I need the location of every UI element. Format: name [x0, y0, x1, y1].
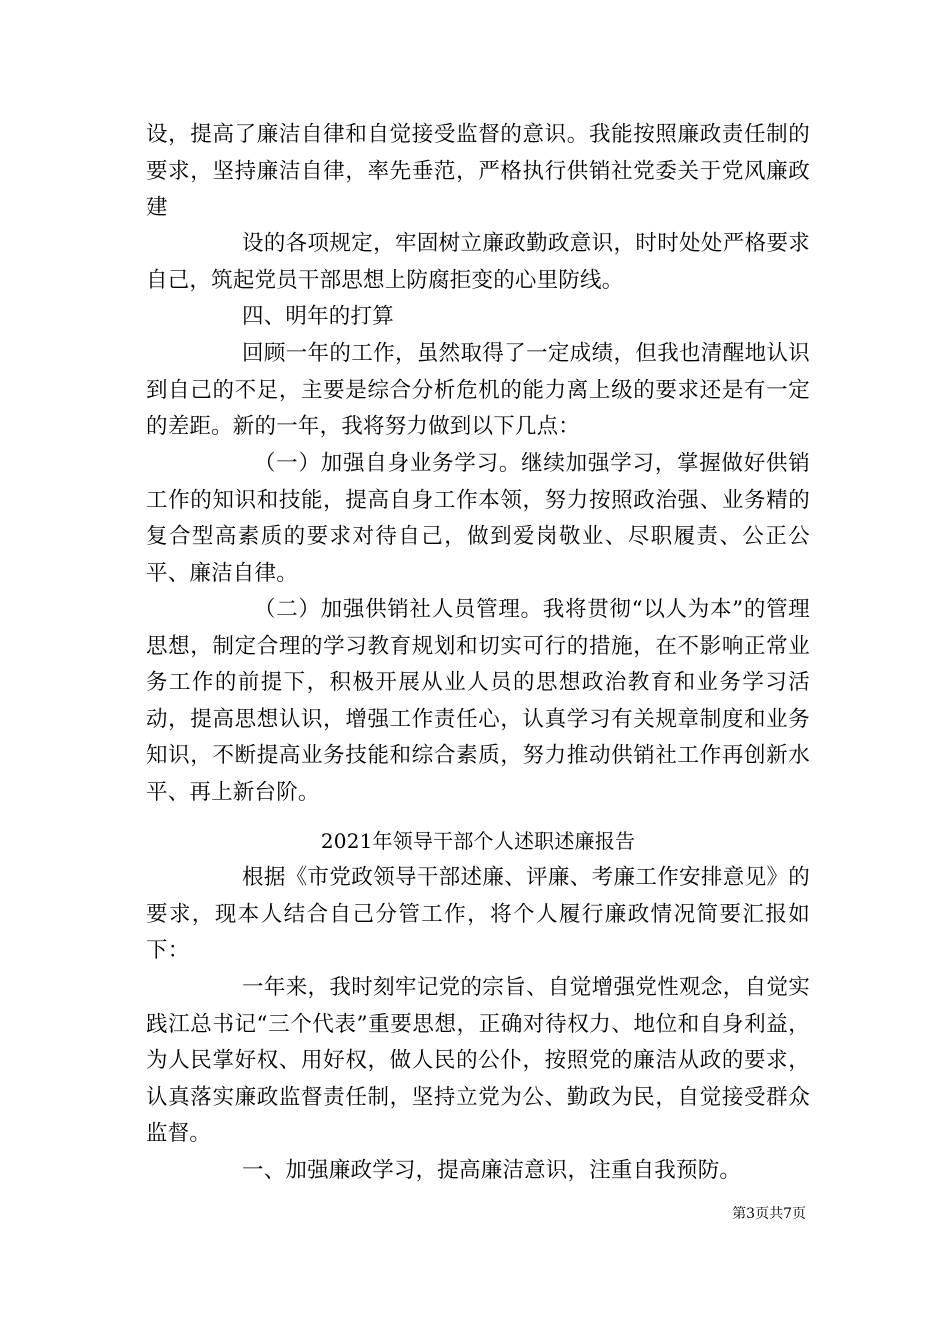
body-text-top — [146, 117, 810, 227]
body-text-p7 — [146, 860, 810, 970]
page-number-footer: 第3页共7页 — [732, 1206, 806, 1222]
body-text-p9 — [146, 1153, 810, 1190]
body-text-p5 — [146, 446, 810, 592]
paragraph-4: 回顾一年的工作，虽然取得了一定成绩，但我也清醒地认识到自己的不足，主要是综合分析危机的能力离上级的要求还是有一定的差距。新的一年，我将努力做到以下几点： — [146, 341, 810, 439]
paragraph-2: 设的各项规定，牢固树立廉政勤政意识，时时处处严格要求自己，筑起党员干部思想上防腐拒变的心里防线。 — [146, 231, 810, 293]
body-text-p3 — [146, 299, 810, 336]
section-heading-1: 一、加强廉政学习，提高廉洁意识，注重自我预防。 — [242, 1158, 742, 1183]
paragraph-7: 根据《市党政领导干部述廉、评廉、考廉工作安排意见》的要求，现本人结合自己分管工作，将个人履行廉政情况简要汇报如下： — [146, 865, 810, 963]
paragraph-6: （二）加强供销社人员管理。我将贯彻“以人为本”的管理思想，制定合理的学习教育规划和切实可行的措施，在不影响正常业务工作的前提下，积极开展从业人员的思想政治教育和业务学习活动，提高思想认识，增强工作责任心，认真学习有关规章制度和业务知识，不断提高业务技能和综合素质，努力推动供销社工作再创新水平、再上新台阶。 — [146, 597, 810, 805]
report-title: 2021年领导干部个人述职述廉报告 — [320, 829, 636, 853]
paragraph-5: （一）加强自身业务学习。继续加强学习，掌握做好供销工作的知识和技能，提高自身工作本领，努力按照政治强、业务精的复合型高素质的要求对待自己，做到爱岗敬业、尽职履责、公正公平、廉洁自律。 — [146, 451, 810, 586]
body-text-p8 — [146, 970, 810, 1153]
body-text-p6 — [146, 592, 810, 811]
section-heading-4: 四、明年的打算 — [242, 304, 394, 329]
paragraph-1: 设，提高了廉洁自律和自觉接受监督的意识。我能按照廉政责任制的要求，坚持廉洁自律，率先垂范，严格执行供销社党委关于党风廉政建 — [146, 122, 810, 220]
paragraph-8: 一年来，我时刻牢记党的宗旨、自觉增强党性观念，自觉实践江总书记“三个代表”重要思想，正确对待权力、地位和自身利益，为人民掌好权、用好权，做人民的公仆，按照党的廉洁从政的要求，认真落实廉政监督责任制，坚持立党为公、勤政为民，自觉接受群众监督。 — [146, 975, 810, 1146]
body-text-title — [146, 823, 810, 860]
body-text-p4 — [146, 336, 810, 446]
body-text-p2 — [146, 226, 810, 299]
